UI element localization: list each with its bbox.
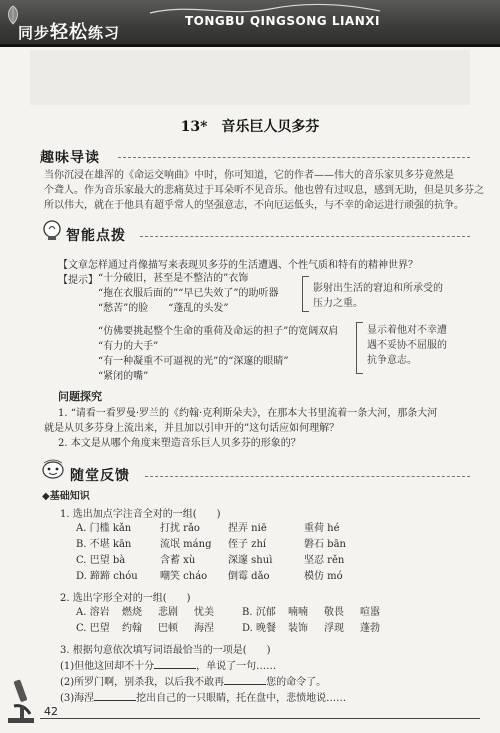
bracket-2 (356, 322, 363, 374)
microscope-icon (4, 676, 38, 726)
page-number: 42 (44, 705, 58, 718)
dianbo-question: 【文章怎样通过肖像描写来表现贝多芬的生活遭遇、个性气质和特有的精神世界？ (58, 260, 418, 271)
q2-row-ab: A. 溶岩 燃烧 悲剧 忧美 B. 沉郁 喃喃 敬畏 喧嚣 (76, 607, 380, 618)
fill-blank[interactable] (94, 690, 136, 701)
fill-blank[interactable] (224, 674, 266, 685)
fill-blank[interactable] (154, 658, 196, 669)
q3-sentence-1: (1)但他这回却不十分 ，单说了一句…… (60, 657, 276, 672)
decorative-band (30, 50, 470, 105)
portrait-group-1: “十分破旧，甚至是不整洁的”衣饰 “拖在衣服后面的”“早已失效了”的助听器 “愁苦”的脸 “蓬乱的头发” (98, 273, 279, 314)
section-divider (140, 236, 470, 237)
section-label-sui-tang: 随堂反馈 (70, 468, 130, 484)
bracket-1 (302, 276, 309, 312)
diamond-bullet-icon: ◆ (42, 491, 50, 502)
q1-row-c: C. 巴望 bà 含蓄 xù 深邃 shuì 坚忍 rěn (76, 555, 345, 566)
q3-sentence-2: (2)所罗门啊，别杀我，以后我不敢再 您的命令了。 (60, 673, 326, 688)
q2-row-cd: C. 巴望 约翰 巴顿 海涅 D. 晚餐 装饰 浮现 蓬勃 (76, 623, 380, 634)
bulb-icon (40, 220, 64, 242)
cartoon-face-icon (40, 458, 66, 480)
section-label-qu-wei: 趣味导读 (40, 150, 100, 166)
q1-row-d: D. 蹄蹄 chóu 嘲笑 cháo 倒霉 dǎo 模仿 mó (76, 571, 343, 582)
section-label-zhi-neng: 智能点拨 (66, 228, 126, 244)
q3-sentence-3: (3)海涅 挖出自己的一只眼睛，托在盘中，悲愤地说…… (60, 689, 346, 704)
q1-options (76, 521, 364, 585)
q2-stem: 2. 选出字形全对的一组( ) (60, 593, 191, 604)
lesson-title: 13* 音乐巨人贝多芬 (180, 119, 320, 135)
header-series-title: 同步轻松练习 (18, 22, 121, 43)
intro-paragraph: 当你沉浸在雄浑的《命运交响曲》中时，你可知道，它的作者——伟大的音乐家贝多芬竟然是 个聋人。作为音乐家最大的悲痛莫过于耳朵听不见音乐。他也曾有过叹息，感到无助，但是贝多芬之 所以伟大，就在于他具有超乎常人的坚强意志，不向厄运低头，与不幸的命运进行顽强的抗争。 (44, 170, 484, 211)
footer-rule (40, 718, 480, 719)
q1-stem: 1. 选出加点字注音全对的一组( ) (60, 509, 221, 520)
q2-options (76, 605, 396, 637)
wenti-questions: 1. “请看一看罗曼·罗兰的《约翰·克利斯朵夫》，在那本大书里流着一条大河，那条大河 就是从贝多芬身上流出来，并且加以引申开的”这句话应如何理解？ 2. 本文是从哪个角度来塑造音乐巨人贝多芬的形象的？ (44, 408, 438, 449)
tishi-label: 【提示】 (58, 275, 98, 286)
q1-row-b: B. 不堪 kān 流氓 máng 侄子 zhí 磐石 bān (76, 539, 346, 550)
q1-row-a: A. 门槛 kǎn 打扰 rǎo 捏弄 niē 重荷 hé (76, 523, 340, 534)
leaf-icon (5, 4, 21, 26)
portrait-group-2: “仿佛要挑起整个生命的重荷及命运的担子”的宽阔双肩 “有力的大手” “有一种凝重不可逼视的光”的“深邃的眼睛” “紧闭的嘴” (98, 326, 339, 382)
q3-stem: 3. 根据句意依次填写词语最恰当的一项是( ) (60, 645, 271, 656)
section-divider (118, 157, 470, 158)
side-note-1: 影射出生活的窘迫和所承受的 压力之重。 (313, 283, 443, 309)
section-label-wenti: 问题探究 (58, 390, 102, 403)
section-divider (145, 476, 470, 477)
header-pinyin-title: TONGBU QINGSONG LIANXI (185, 14, 380, 28)
jichu-heading: ◆基础知识 (42, 491, 90, 502)
side-note-2: 显示着他对不幸遭 遇不妥协不屈服的 抗争意志。 (367, 325, 447, 366)
